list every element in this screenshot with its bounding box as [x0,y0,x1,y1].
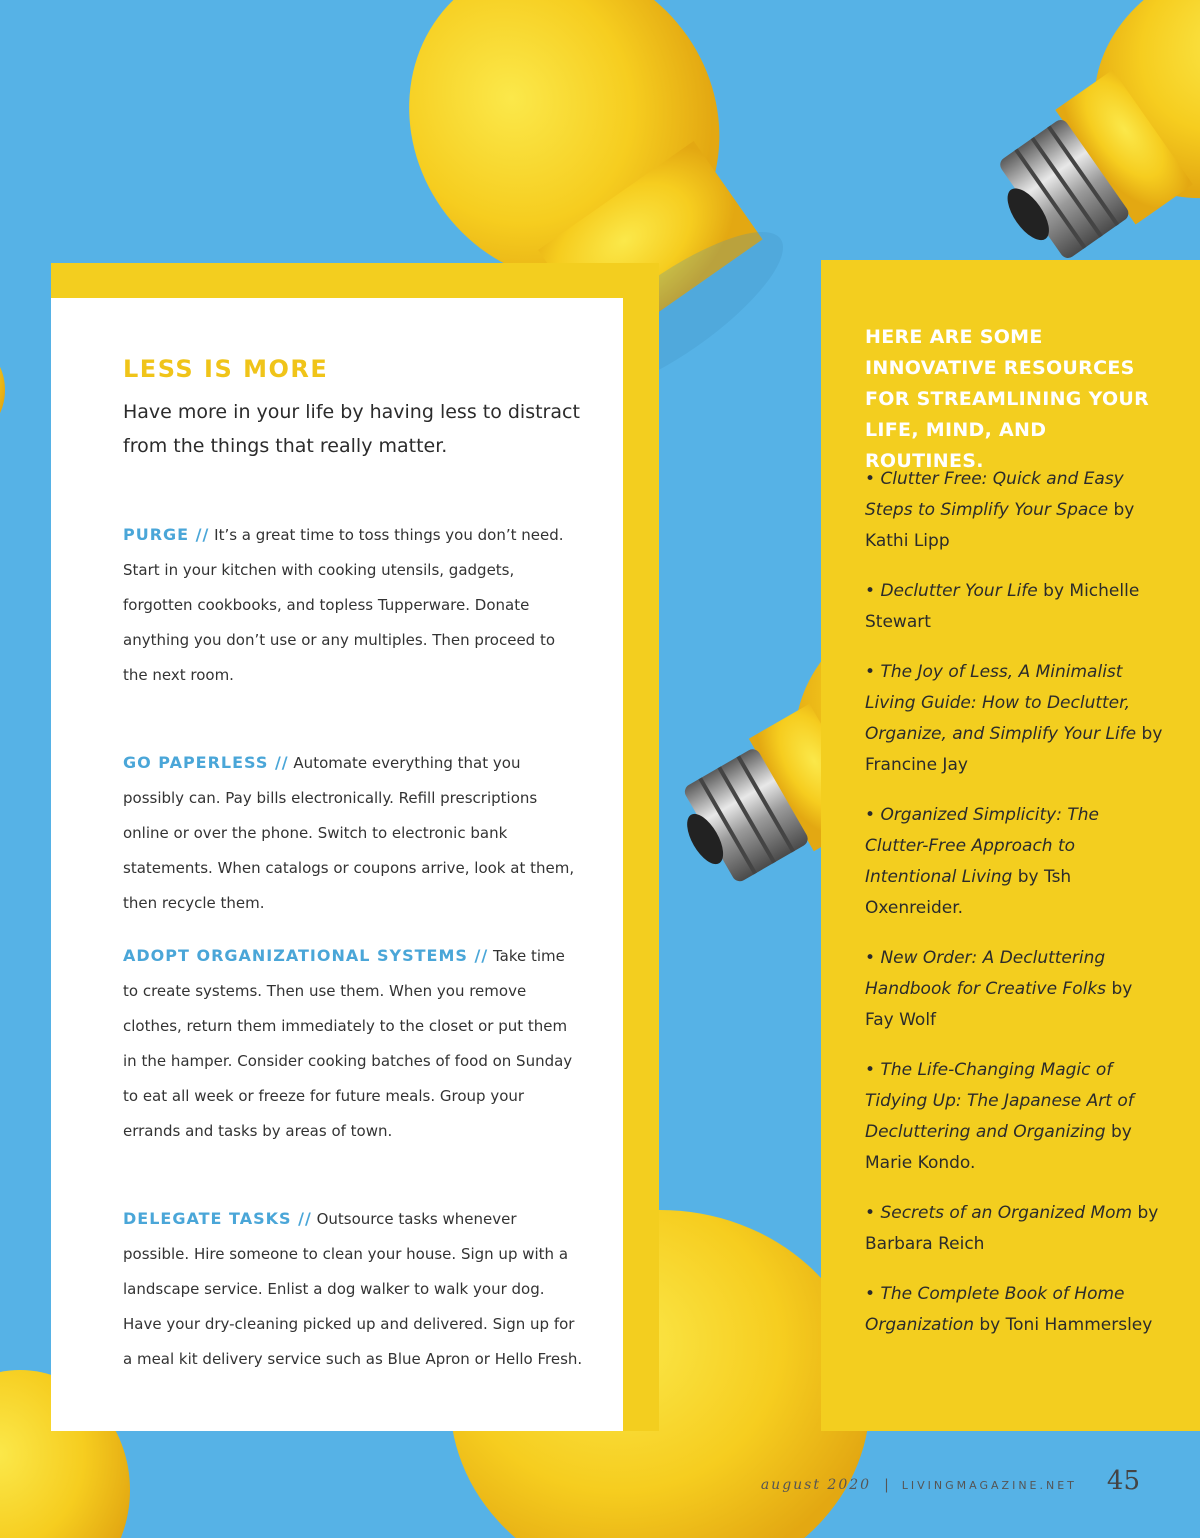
section-text: Take time to create systems. Then use them. When you remove clothes, return them immediately to the closet or put them in the hamper. Consider cooking batches of food on Sunday to eat all week or freeze for future meals. Group your errands and tasks by areas of town. [123,947,573,1140]
book-author: by Michelle Stewart [865,581,1140,632]
article-intro: Have more in your life by having less to distract from the things that really matter. [123,401,580,457]
book-title: The Joy of Less, A Minimalist Living Guide: How to Declutter, Organize, and Simplify Your Life [865,662,1137,744]
resource-item: • Organized Simplicity: The Clutter-Free Approach to Intentional Living by Tsh Oxenreider. [865,805,1099,918]
resource-item: • The Complete Book of Home Organization by Toni Hammersley [865,1284,1153,1335]
book-title: Clutter Free: Quick and Easy Steps to Simplify Your Space [865,469,1124,520]
section-delegate-tasks [123,1201,583,1377]
page-number: 45 [1106,1466,1140,1496]
book-title: The Complete Book of Home Organization [865,1284,1125,1335]
section-heading: PURGE // [123,525,210,544]
footer-separator: | [884,1477,889,1493]
resources-heading: HERE ARE SOME INNOVATIVE RESOURCES FOR STREAMLINING YOUR LIFE, MIND, AND ROUTINES. [865,326,1150,472]
book-title: Organized Simplicity: The Clutter-Free Approach to Intentional Living [865,805,1099,887]
section-text: Automate everything that you possibly can. Pay bills electronically. Refill prescriptions online or over the phone. Switch to electronic bank statements. When catalogs or coupons arrive, look at them, then recycle them. [123,754,575,912]
section-heading: ADOPT ORGANIZATIONAL SYSTEMS // [123,946,489,965]
resource-item: • The Joy of Less, A Minimalist Living Guide: How to Declutter, Organize, and Simplify Your Life by Francine Jay [865,662,1163,775]
section-adopt-organizational-systems [123,938,583,1149]
resource-item: • The Life-Changing Magic of Tidying Up: The Japanese Art of Decluttering and Organizing by Marie Kondo. [865,1060,1134,1173]
issue-date: august 2020 [760,1477,872,1493]
section-heading: GO PAPERLESS // [123,753,289,772]
resource-item: • New Order: A Decluttering Handbook for Creative Folks by Fay Wolf [865,948,1133,1030]
book-title: Declutter Your Life [880,581,1038,601]
section-text: Outsource tasks whenever possible. Hire someone to clean your house. Sign up with a landscape service. Enlist a dog walker to walk your dog. Have your dry-cleaning picked up and delivered. Sign up for a meal kit delivery service such as Blue Apron or Hello Fresh. [123,1210,583,1368]
section-purge [123,517,583,693]
section-heading: DELEGATE TASKS // [123,1209,312,1228]
book-author: by Barbara Reich [865,1203,1159,1254]
resources-list [865,464,1165,1360]
book-author: by Fay Wolf [865,979,1133,1030]
website-link[interactable]: LIVINGMAGAZINE.NET [901,1479,1077,1492]
resource-item: • Clutter Free: Quick and Easy Steps to Simplify Your Space by Kathi Lipp [865,469,1135,551]
book-title: New Order: A Decluttering Handbook for Creative Folks [865,948,1107,999]
book-author: by Francine Jay [865,724,1163,775]
resource-item: • Declutter Your Life by Michelle Stewart [865,581,1140,632]
section-go-paperless [123,745,583,921]
book-author: by Kathi Lipp [865,500,1135,551]
book-author: by Tsh Oxenreider. [865,867,1072,918]
book-title: Secrets of an Organized Mom [880,1203,1133,1223]
book-author: by Marie Kondo. [865,1122,1132,1173]
section-text: It’s a great time to toss things you don’t need. Start in your kitchen with cooking utensils, gadgets, forgotten cookbooks, and topless Tupperware. Donate anything you don’t use or any multiples. Then proceed to the next room. [123,526,564,684]
article-title: LESS IS MORE [123,355,329,383]
book-title: The Life-Changing Magic of Tidying Up: The Japanese Art of Decluttering and Organizing [865,1060,1134,1142]
page-footer [761,1466,1140,1496]
lightbulb-icon [0,345,5,435]
resource-item: • Secrets of an Organized Mom by Barbara Reich [865,1203,1159,1254]
book-author: by Toni Hammersley [979,1315,1153,1335]
